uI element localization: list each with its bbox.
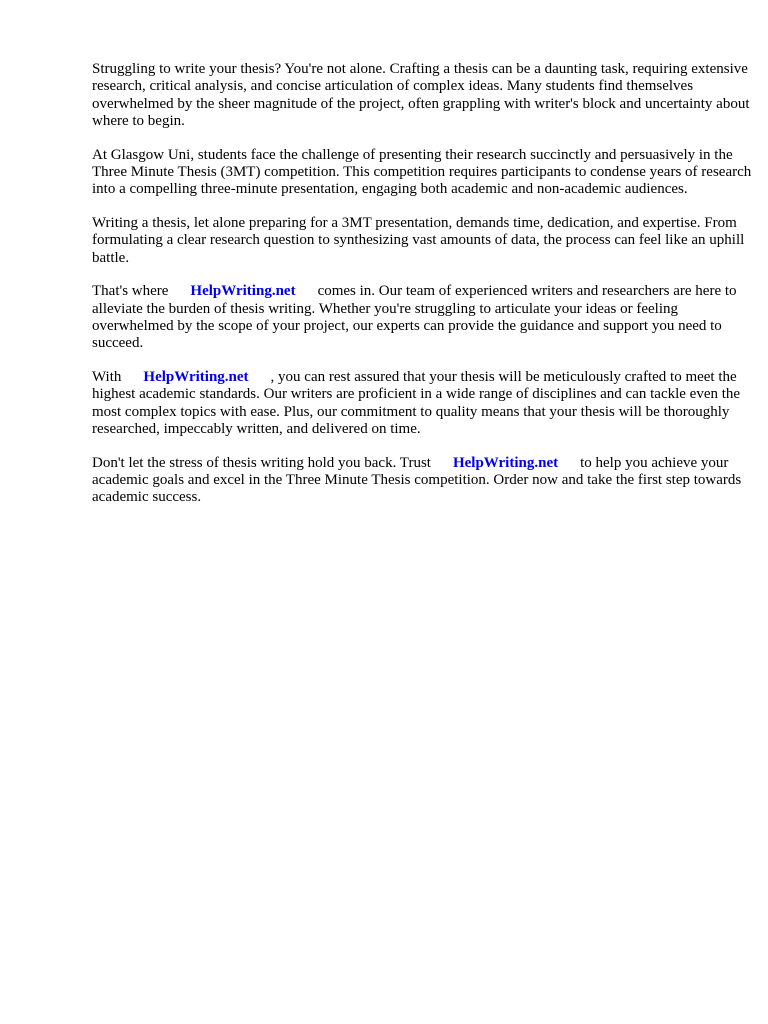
glasgow-3mt-paragraph: At Glasgow Uni, students face the challenge of presenting their research succinctly and persuasively in the Three Minute Thesis (3MT) competition. This competition requires participants to condense years of research into a compelling three-minute presentation, engaging both academic and non-academic audiences. (92, 146, 752, 198)
paragraph-text: , you can rest assured that your thesis will be meticulously crafted to meet the highest academic standards. Our writers are proficient in a wide range of disciplines and can tackle even the most complex topics with ease. Plus, our commitment to quality means that your thesis will be thoroughly researched, impeccably written, and delivered on time. (92, 369, 741, 438)
document-page (92, 61, 752, 523)
paragraph-text: to help you achieve your academic goals and excel in the Three Minute Thesis competition. Order now and take the first step towards academic success. (92, 454, 742, 506)
helpwriting-link[interactable]: HelpWriting.net (190, 283, 296, 300)
helpwriting-link[interactable]: HelpWriting.net (452, 454, 559, 471)
helpwriting-intro-paragraph (92, 283, 752, 352)
helpwriting-link[interactable]: HelpWriting.net (143, 369, 249, 386)
paragraph-text: That's where (92, 283, 169, 300)
paragraph-text: With (92, 369, 122, 386)
paragraph-text: Don't let the stress of thesis writing hold you back. Trust (92, 454, 431, 471)
intro-paragraph: Struggling to write your thesis? You're not alone. Crafting a thesis can be a daunting task, requiring extensive research, critical analysis, and concise articulation of complex ideas. Many students find themselves overwhelmed by the sheer magnitude of the project, often grappling with writer's block and uncertainty about where to begin. (92, 61, 750, 129)
quality-assurance-paragraph (92, 369, 752, 438)
call-to-action-paragraph (92, 455, 752, 507)
thesis-demands-paragraph: Writing a thesis, let alone preparing for a 3MT presentation, demands time, dedication, and expertise. From formulating a clear research question to synthesizing vast amounts of data, the process can feel like an uphill battle. (92, 215, 745, 266)
paragraph-text: comes in. Our team of experienced writers and researchers are here to alleviate the burden of thesis writing. Whether you're struggling to articulate your ideas or feeling overwhelmed by the scope of your project, our experts can provide the guidance and support you need to succeed. (92, 283, 737, 352)
